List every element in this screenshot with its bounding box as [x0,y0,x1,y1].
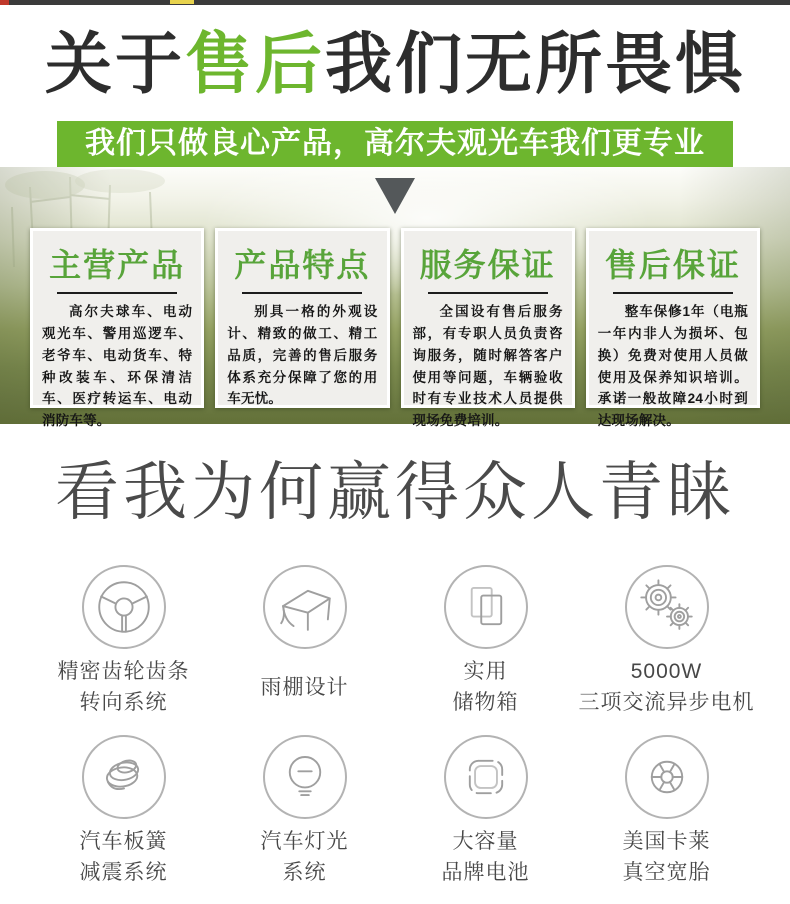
card-divider [57,292,177,294]
feature-storage [395,565,576,719]
feature-label-line2: 减震系统 [79,860,168,884]
hero-prefix: 关于 [45,27,185,102]
card-body: 别具一格的外观设计、精致的做工、精工品质，完善的售后服务体系充分保障了您的用车无忧。 [227,304,378,407]
card-body: 全国设有售后服务部，有专职人员负责咨询服务，随时解答客户使用等问题，车辆验收时有专业技术人员提供现场免费培训。 [412,304,563,429]
card-aftersales-guarantee [586,228,760,429]
card-title: 售后保证 [604,247,741,284]
golf-course-background [0,167,790,429]
hero-highlight: 售后 [185,27,325,102]
card-title: 主营产品 [49,247,186,284]
section-heading: 看我为何赢得众人青睐 [55,456,735,529]
feature-badge [82,735,166,819]
feature-label [33,827,214,889]
feature-label [576,827,757,889]
feature-label-line1: 5000W [630,660,703,684]
battery-icon [446,735,526,819]
feature-grid [33,565,757,889]
card-divider [242,292,362,294]
feature-label-line2: 真空宽胎 [622,860,711,884]
card-service-guarantee [401,228,575,429]
feature-label [395,657,576,719]
card-title: 产品特点 [234,247,371,284]
red-accent [0,0,9,5]
card-divider [428,292,548,294]
feature-label-line2: 储物箱 [452,690,519,714]
feature-badge [625,565,709,649]
hero-heading [0,27,790,102]
card-title: 服务保证 [419,247,556,284]
feature-label-line1: 美国卡莱 [622,830,711,854]
storage-box-icon [446,565,526,649]
feature-battery [395,735,576,889]
headlight-icon [265,735,345,819]
feature-label-line1: 大容量 [452,830,519,854]
feature-label-line1: 汽车板簧 [79,830,168,854]
card-divider [613,292,733,294]
feature-badge [444,735,528,819]
feature-canopy [214,565,395,719]
feature-label-line2: 系统 [282,860,327,884]
feature-badge [263,565,347,649]
slogan-banner: 我们只做良心产品，高尔夫观光车我们更专业 [57,121,733,167]
feature-badge [444,565,528,649]
top-edge-strip [0,0,790,5]
leaf-spring-icon [84,735,164,819]
feature-label [214,827,395,889]
feature-label [576,657,757,719]
feature-suspension [33,735,214,889]
feature-label-line1: 雨棚设计 [260,675,349,699]
feature-tire [576,735,757,889]
hero-suffix: 我们无所畏惧 [325,27,745,102]
feature-label-line1: 汽车灯光 [260,830,349,854]
card-main-products [30,228,204,429]
canopy-icon [265,565,345,649]
yellow-accent [170,0,194,4]
feature-motor [576,565,757,719]
feature-label-line1: 精密齿轮齿条 [57,660,190,684]
feature-label [395,827,576,889]
info-cards-row [30,228,760,429]
steering-wheel-icon [84,565,164,649]
feature-steering [33,565,214,719]
feature-badge [82,565,166,649]
card-product-features [215,228,389,408]
card-body: 高尔夫球车、电动观光车、警用巡逻车、老爷车、电动货车、特种改装车、环保清洁车、医疗转运车、电动消防车等。 [42,304,193,429]
card-body: 整车保修1年（电瓶一年内非人为损坏、包换）免费对使用人员做使用及保养知识培训。承诺一般故障24小时到达现场解决。 [597,304,748,429]
feature-label-line1: 实用 [463,660,508,684]
feature-label-line2: 三项交流异步电机 [578,690,755,714]
down-arrow-icon [375,178,415,214]
why-choose-us-section [0,424,790,889]
feature-label [214,657,395,719]
feature-label [33,657,214,719]
feature-lights [214,735,395,889]
feature-badge [625,735,709,819]
feature-label-line2: 品牌电池 [441,860,530,884]
feature-label-line2: 转向系统 [79,690,168,714]
tire-icon [627,735,707,819]
gears-icon [627,565,707,649]
feature-badge [263,735,347,819]
